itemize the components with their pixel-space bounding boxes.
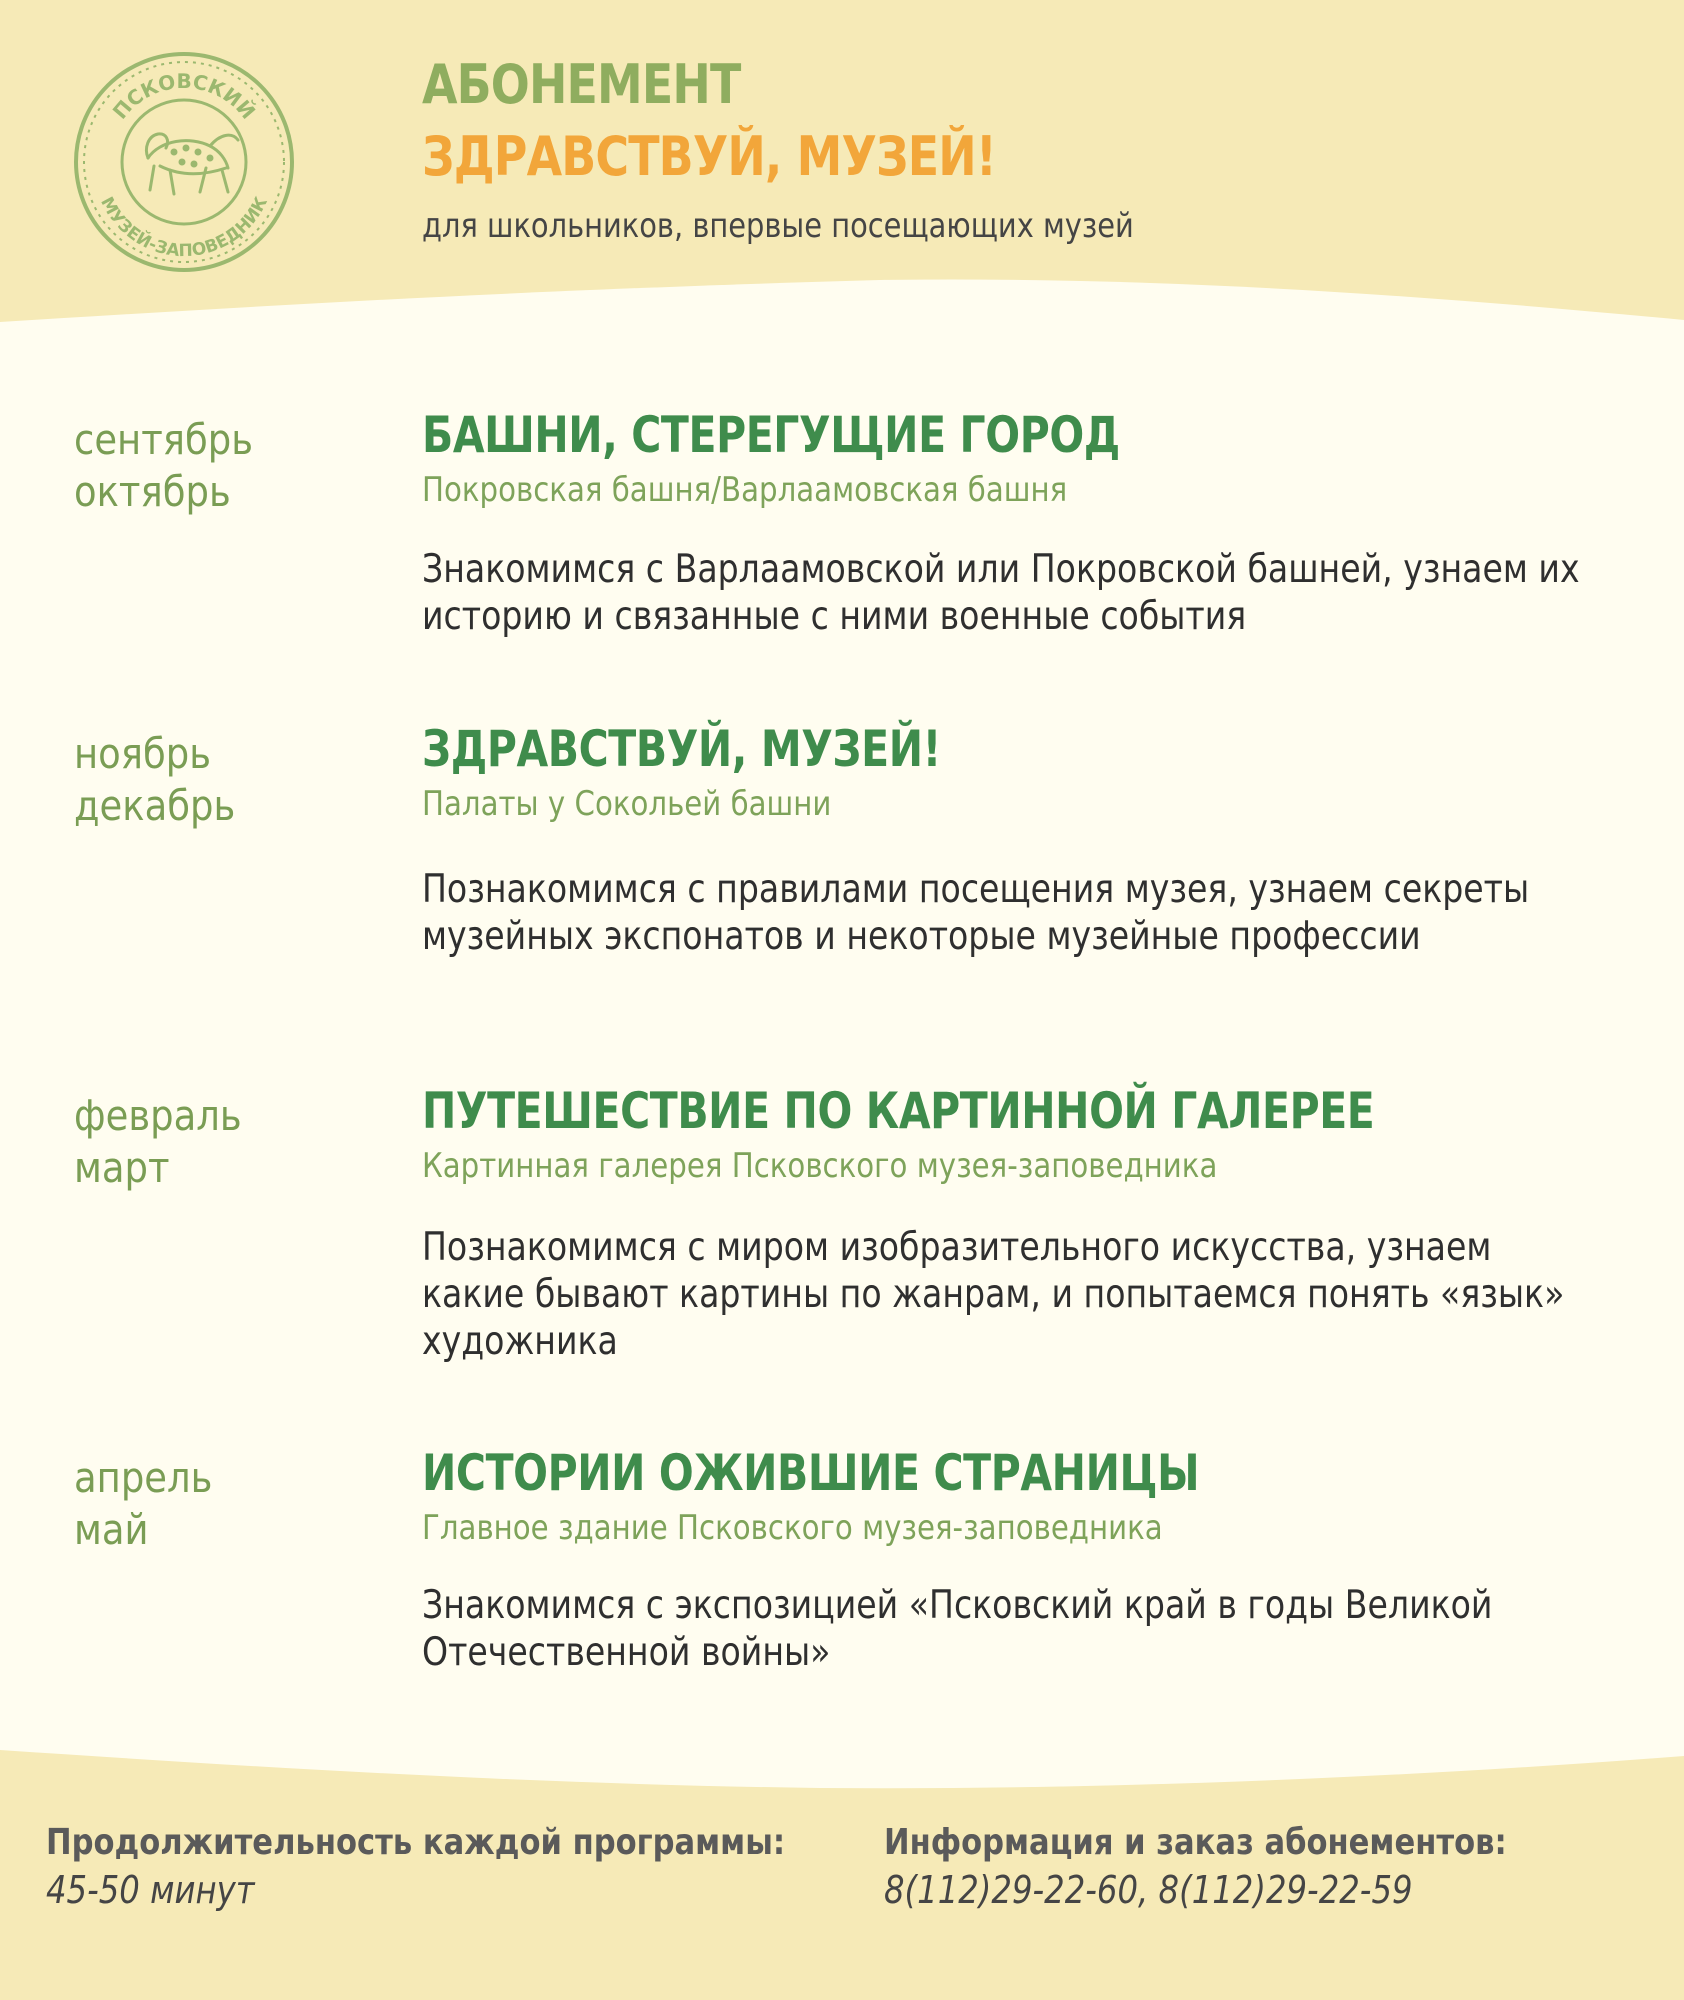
program-description: Знакомимся с Варлаамовской или Покровской башней, узнаем их историю и связанные с ними военные события <box>422 547 1580 639</box>
title-hello-museum: ЗДРАВСТВУЙ, МУЗЕЙ! <box>422 125 996 188</box>
program-title: ИСТОРИИ ОЖИВШИЕ СТРАНИЦЫ <box>422 1444 1200 1502</box>
info-label: Информация и заказ абонементов: <box>884 1822 1507 1863</box>
program-description: Познакомимся с миром изобразительного искусства, узнаем какие бывают картины по жанрам, и попытаемся понять «язык» художника <box>422 1225 1565 1364</box>
program-location: Покровская башня/Варлаамовская башня <box>422 470 1068 510</box>
program-location: Палаты у Сокольей башни <box>422 784 832 824</box>
program-months <box>74 1090 242 1194</box>
program-location: Картинная галерея Псковского музея-заповедника <box>422 1146 1218 1186</box>
program-months <box>74 1452 212 1556</box>
header <box>0 0 1684 285</box>
month-start: апрель <box>74 1453 213 1502</box>
month-end: март <box>74 1143 170 1192</box>
program-title: ПУТЕШЕСТВИЕ ПО КАРТИННОЙ ГАЛЕРЕЕ <box>422 1082 1375 1140</box>
logo-text-bottom: МУЗЕЙ-ЗАПОВЕДНИК <box>96 193 272 262</box>
month-end: октябрь <box>74 467 231 516</box>
month-end: май <box>74 1505 149 1554</box>
month-start: сентябрь <box>74 415 254 464</box>
logo-text-top: ПСКОВСКИЙ <box>107 68 261 124</box>
museum-seal-logo <box>70 48 298 276</box>
month-start: февраль <box>74 1091 242 1140</box>
program-months <box>74 414 253 518</box>
duration-label: Продолжительность каждой программы: <box>46 1822 786 1863</box>
program-description: Познакомимся с правилами посещения музея, узнаем секреты музейных экспонатов и некоторые музейные профессии <box>422 867 1530 959</box>
program-list <box>0 276 1684 1790</box>
program-location: Главное здание Псковского музея-заповедника <box>422 1508 1163 1548</box>
phone-numbers: 8(112)29-22-60, 8(112)29-22-59 <box>884 1868 1413 1912</box>
program-description: Знакомимся с экспозицией «Псковский край в годы Великой Отечественной войны» <box>422 1583 1493 1675</box>
subtitle: для школьников, впервые посещающих музей <box>422 206 1134 246</box>
month-end: декабрь <box>74 781 236 830</box>
program-months <box>74 728 235 832</box>
leopard-icon <box>146 134 238 194</box>
program-title: БАШНИ, СТЕРЕГУЩИЕ ГОРОД <box>422 406 1120 464</box>
month-start: ноябрь <box>74 729 212 778</box>
duration-value: 45-50 минут <box>46 1868 255 1912</box>
program-title: ЗДРАВСТВУЙ, МУЗЕЙ! <box>422 720 941 778</box>
title-abonement: АБОНЕМЕНТ <box>422 53 741 116</box>
